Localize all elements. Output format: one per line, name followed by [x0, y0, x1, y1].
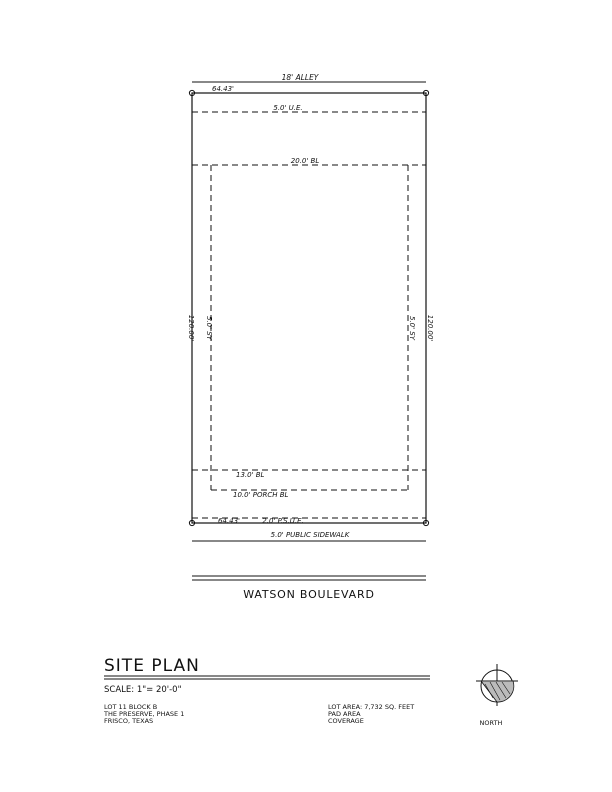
- bottom-building-line-label: 13.0' BL: [236, 471, 265, 479]
- left-side-yard-label: 5.0' SY: [205, 315, 213, 341]
- area-info-line-2: PAD AREA: [328, 710, 361, 718]
- north-label: NORTH: [479, 719, 503, 727]
- top-building-line-label: 20.0' BL: [290, 157, 320, 165]
- scale-label: SCALE: 1"= 20'-0": [104, 685, 182, 695]
- lot-info-line-1: LOT 11 BLOCK B: [104, 703, 158, 711]
- alley-label: 18' ALLEY: [281, 73, 319, 82]
- street-label: WATSON BOULEVARD: [243, 588, 375, 601]
- left-dimension-label: 120.00': [187, 314, 195, 342]
- area-info-line-3: COVERAGE: [328, 717, 364, 725]
- area-info-line-1: LOT AREA: 7,732 SQ. FEET: [328, 703, 415, 711]
- porch-building-line-label: 10.0' PORCH BL: [233, 491, 289, 499]
- right-side-yard-label: 5.0' SY: [408, 315, 416, 341]
- sheet-title: SITE PLAN: [104, 656, 200, 676]
- utility-easement-label: 5.0' U.E.: [273, 104, 303, 112]
- bottom-dimension-label: 64.43': [218, 517, 240, 525]
- top-dimension-label: 64.43': [212, 85, 234, 93]
- right-dimension-label: 120.00': [426, 314, 434, 342]
- lot-info-line-2: THE PRESERVE, PHASE 1: [104, 710, 185, 718]
- sidewalk-label: 5.0' PUBLIC SIDEWALK: [270, 531, 350, 539]
- north-arrow-icon: [476, 664, 518, 706]
- lot-info-line-3: FRISCO, TEXAS: [104, 717, 154, 725]
- psue-label: 2.0' P.S.U.E.: [262, 517, 304, 525]
